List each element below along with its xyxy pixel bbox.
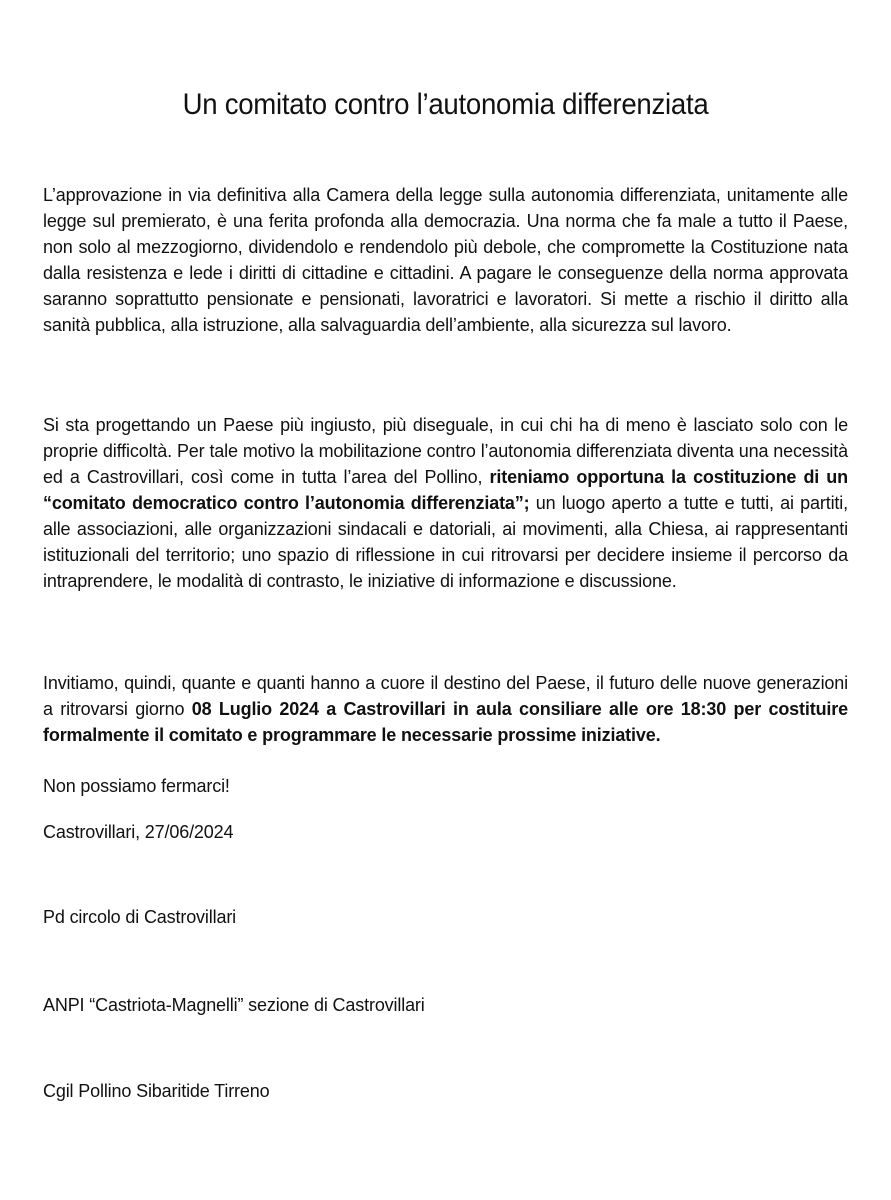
paragraph-proposal-text-b: un luogo aperto a tutte e tutti, ai partiti, alle associazioni, alle organizzazioni sindacali e datoriali, ai movimenti, alla Chiesa, ai rappresentanti istituzionali del territorio; uno spazio di riflessione in cui ritrovarsi per decidere insieme il percorso da intraprendere, le modalità di contrasto, le iniziative di informazione e discussione.: [43, 493, 848, 591]
paragraph-intro: L’approvazione in via definitiva alla Camera della legge sulla autonomia differenziata, unitamente alle legge sul premierato, è una ferita profonda alla democrazia. Una norma che fa male a tutto il Paese, non solo al mezzogiorno, dividendolo e rendendolo più debole, che compromette la Costituzione nata dalla resistenza e lede i diritti di cittadine e cittadini. A pagare le conseguenze della norma approvata saranno soprattutto pensionate e pensionati, lavoratrici e lavoratori. Si mette a rischio il diritto alla sanità pubblica, alla istruzione, alla salvaguardia dell’ambiente, alla sicurezza sul lavoro.: [43, 185, 848, 335]
closing-line: Non possiamo fermarci!: [43, 776, 230, 796]
paragraph-invitation-bold: 08 Luglio 2024 a Castrovillari in aula consiliare alle ore 18:30 per costituire formalmente il comitato e programmare le necessarie prossime iniziative.: [43, 699, 848, 745]
signer-anpi: ANPI “Castriota-Magnelli” sezione di Castrovillari: [43, 995, 425, 1015]
paragraph-proposal-bold: riteniamo opportuna la costituzione di un “comitato democratico contro l’autonomia differenziata”;: [43, 467, 848, 513]
paragraph-proposal-text-a: Si sta progettando un Paese più ingiusto, più diseguale, in cui chi ha di meno è lasciato solo con le proprie difficoltà. Per tale motivo la mobilitazione contro l’autonomia differenziata diventa una necessità ed a Castrovillari, così come in tutta l’area del Pollino,: [43, 415, 848, 487]
signer-pd: Pd circolo di Castrovillari: [43, 907, 237, 927]
document-title: Un comitato contro l’autonomia differenziata: [182, 88, 709, 121]
paragraph-proposal: [43, 412, 848, 594]
signer-cgil: Cgil Pollino Sibaritide Tirreno: [43, 1081, 270, 1101]
place-date: Castrovillari, 27/06/2024: [43, 822, 234, 842]
paragraph-invitation: [43, 670, 848, 748]
paragraph-invitation-text: Invitiamo, quindi, quante e quanti hanno a cuore il destino del Paese, il futuro delle nuove generazioni a ritrovarsi giorno: [43, 673, 848, 719]
